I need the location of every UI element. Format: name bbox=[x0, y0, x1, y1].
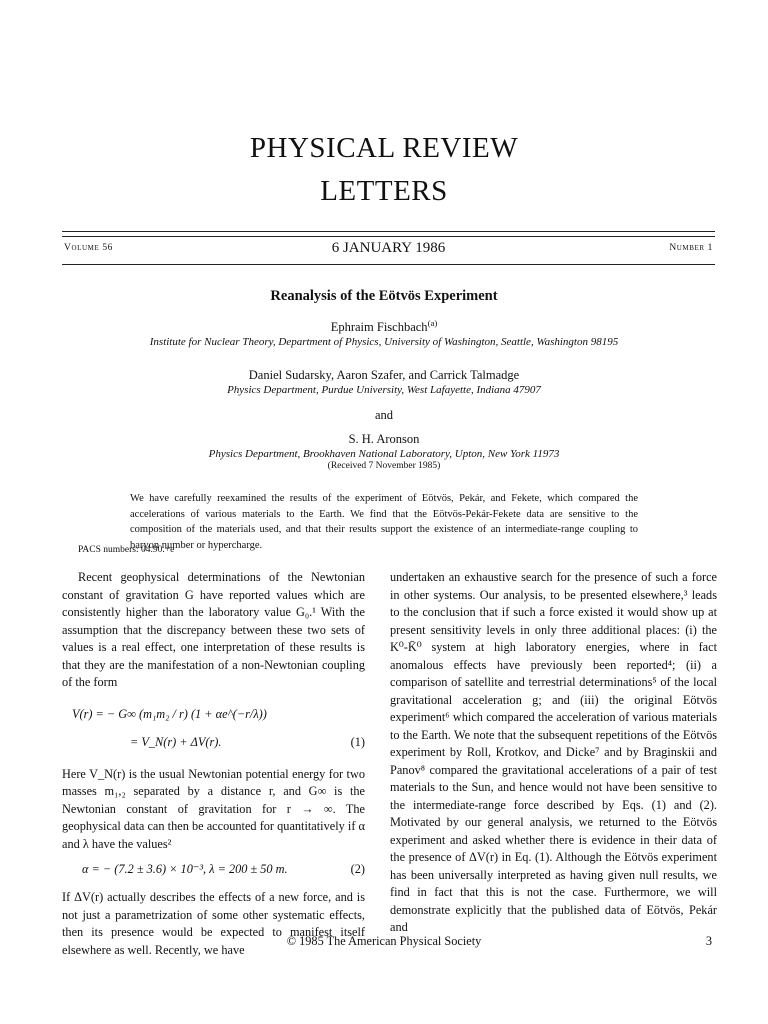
affiliation-2: Physics Department, Purdue University, West Lafayette, Indiana 47907 bbox=[227, 384, 541, 396]
issue-number: Number 1 bbox=[669, 243, 713, 253]
top-rule-inner bbox=[62, 236, 715, 237]
bottom-rule bbox=[62, 264, 715, 265]
left-column bbox=[62, 569, 365, 959]
author-note: (a) bbox=[427, 317, 438, 328]
paragraph-definitions: Here V_N(r) is the usual Newtonian potential energy for two masses m₁,₂ separated by a distance r, and G∞ is the Newtonian constant of gravitation for r → ∞. The geophysical data can then be accounted for quantitatively if α and λ have the values² bbox=[62, 766, 365, 851]
page-number: 3 bbox=[705, 934, 712, 948]
journal-title: PHYSICAL REVIEW bbox=[249, 132, 519, 164]
abstract: We have carefully reexamined the results of the experiment of Eötvös, Pekár, and Fekete, which compared the accelerations of various materials to the Earth. We find that the Eötvös-Pekár-Fekete data are sensitive to the composition of the materials used, and that their results support the existence of an intermediate-range coupling to baryon number or hypercharge. bbox=[130, 493, 638, 551]
paragraph-new-force: If ΔV(r) actually describes the effects of a new force, and is not just a parametrization of some other systematic effects, then its presence would be expected to manifest itself elsewhere as well. Recently, we have bbox=[62, 890, 365, 957]
issue-date: 6 JANUARY 1986 bbox=[331, 240, 446, 256]
paragraph-intro: Recent geophysical determinations of the Newtonian constant of gravitation G have reported values which are consistently higher than the laboratory value G₀.¹ With the assumption that the discrepancy between these two sets of values is a real effect, one interpretation of these results is that they are the manifestation of a non-Newtonian coupling of the form bbox=[62, 570, 365, 689]
journal-title-line2: LETTERS bbox=[320, 175, 448, 207]
and-separator: and bbox=[374, 408, 394, 422]
received-date: (Received 7 November 1985) bbox=[327, 461, 441, 471]
issue-bar bbox=[62, 241, 715, 261]
copyright: © 1985 The American Physical Society bbox=[286, 934, 482, 948]
top-rule bbox=[62, 231, 715, 232]
pacs-numbers: PACS numbers: 04.90.+e bbox=[78, 545, 175, 555]
paragraph-continued: undertaken an exhaustive search for the presence of such a force in other systems. Our analysis, to be presented elsewhere,³ leads to the conclusion that if such a force existed it would show up at present sensitivity levels in only three additional places: (i) the K⁰-K̄⁰ system at high laboratory energies, where in fact anomalous effects have previously been reported⁴; (ii) a comparison of satellite and terrestrial determinations⁵ of the local gravitational acceleration g; and (iii) the original Eötvös experiment⁶ which compared the acceleration of various materials to the Earth. We note that the subsequent repetitions of the Eötvös experiment by Roll, Krotkov, and Dicke⁷ and by Braginskii and Panov⁸ compared the gravitational accelerations of a pair of test materials to the Sun, and hence would not have been sensitive to the intermediate-range force described by Eqs. (1) and (2). Motivated by our general analysis, we returned to the Eötvös experiment and asked whether there is evidence in their data of the presence of ΔV(r) in Eq. (1). Although the Eötvös experiment has been universally interpreted as having given null results, we find in fact that this is not the case. Furthermore, we will demonstrate explicitly that the published data of Eötvös, Pekár and bbox=[390, 570, 717, 934]
author-line-2: Daniel Sudarsky, Aaron Szafer, and Carrick Talmadge bbox=[248, 368, 520, 382]
article-title: Reanalysis of the Eötvös Experiment bbox=[270, 288, 498, 304]
volume-label: Volume 56 bbox=[64, 243, 114, 253]
equation-2-number: (2) bbox=[350, 862, 365, 876]
equation-1-number: (1) bbox=[350, 734, 365, 749]
equation-2: α = − (7.2 ± 3.6) × 10⁻³, λ = 200 ± 50 m. (2) bbox=[82, 861, 365, 881]
equation-1b: = V_N(r) + ΔV(r). (1) bbox=[130, 734, 365, 754]
affiliation-3: Physics Department, Brookhaven National Laboratory, Upton, New York 11973 bbox=[208, 448, 560, 460]
author-line-3: S. H. Aronson bbox=[348, 432, 420, 446]
equation-1a: V(r) = − G∞ (m₁m₂ / r) (1 + αe^(−r/λ)) bbox=[72, 706, 267, 721]
affiliation-1: Institute for Nuclear Theory, Department of Physics, University of Washington, Seattle, Washington 98195 bbox=[149, 336, 619, 348]
author-line-1: Ephraim Fischbach$^{(a)}$ bbox=[330, 317, 438, 334]
right-column bbox=[390, 569, 717, 937]
